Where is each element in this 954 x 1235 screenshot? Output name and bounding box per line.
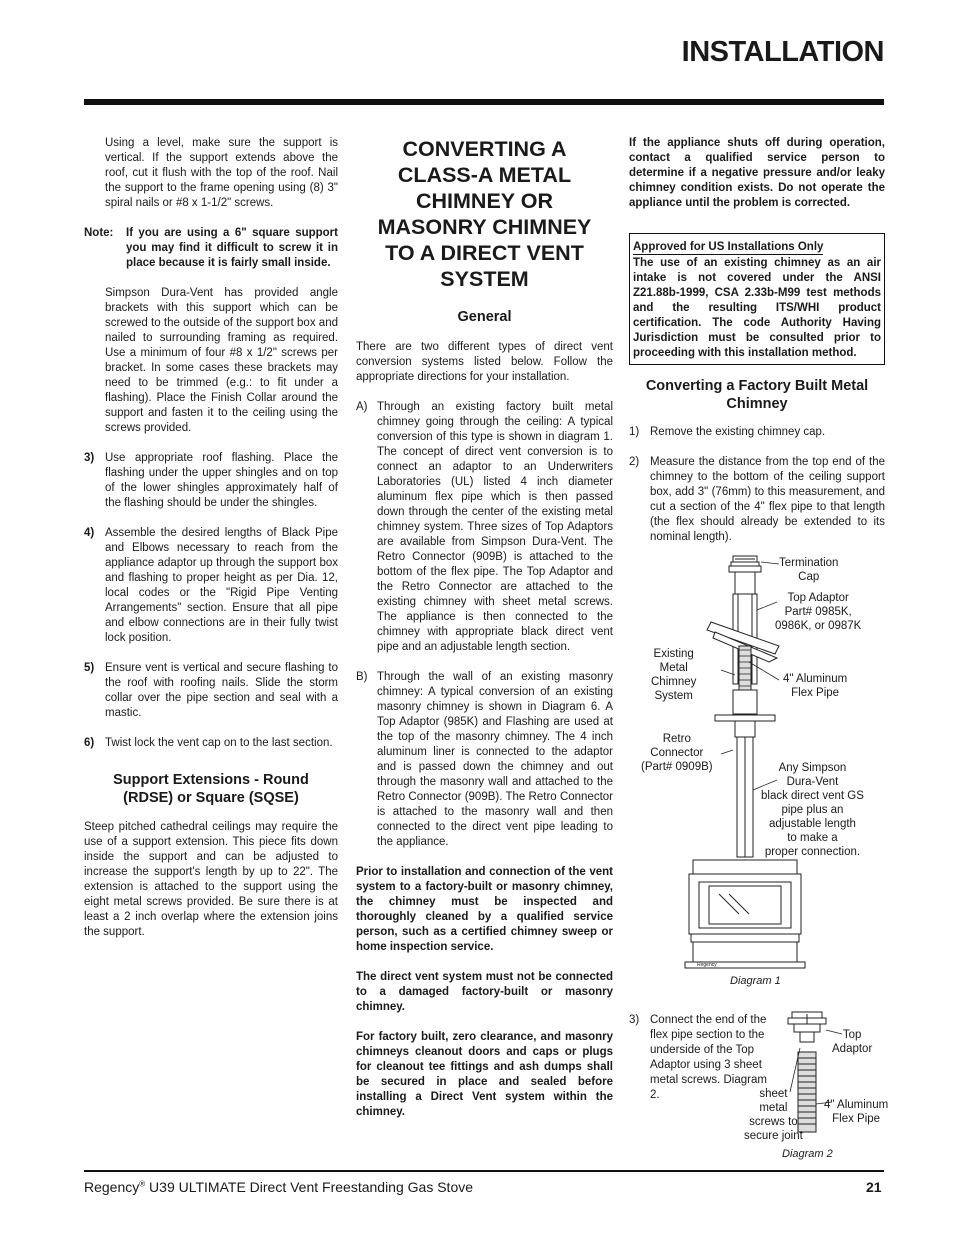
flex-pipe-label: 4" Aluminum Flex Pipe <box>783 673 848 699</box>
column-2 <box>356 136 613 1120</box>
note-text: If you are using a 6" square support you may find it difficult to screw it in place because it is fairly small inside. <box>126 227 338 269</box>
stove-brand-label: Regency <box>697 962 717 968</box>
diagram2-top-adaptor-label: Top Adaptor <box>832 1029 873 1055</box>
warning-shutoff: If the appliance shuts off during operation, contact a qualified service person to determine if a negative pressure and/or leaky chimney condition exists. Do not operate the appliance until the problem is corrected. <box>629 137 885 209</box>
approval-text: The use of an existing chimney as an air intake is not covered under the ANSI Z21.88b-1999, CSA 2.33b-M99 test methods and the resulting ITS/WHI product certification. The code Authority Having Jurisdiction must be consulted prior to proceeding with this installation method. <box>633 257 881 359</box>
column-3 <box>629 136 885 545</box>
diagram-1 <box>629 550 889 995</box>
column-1 <box>84 136 338 940</box>
list-item: 5) Ensure vent is vertical and secure flashing to the roof with roofing nails. Slide the storm collar over the pipe section and seal with a mastic. <box>84 662 338 719</box>
footer-brand: Regency <box>84 1179 140 1195</box>
support-heading: Support Extensions - Round (RDSE) or Square (SQSE) <box>113 772 309 806</box>
footer-product <box>84 1179 473 1195</box>
subsection-heading: Converting a Factory Built Metal Chimney <box>645 378 869 412</box>
section-heading: CONVERTING A CLASS-A METAL CHIMNEY OR MASONRY CHIMNEY TO A DIRECT VENT SYSTEM <box>377 137 592 291</box>
diagram-1-caption: Diagram 1 <box>730 975 781 987</box>
top-adaptor-label: Top Adaptor Part# 0985K, 0986K, or 0987K <box>775 592 862 632</box>
general-paragraph: There are two different types of direct vent conversion systems listed below. Follow the appropriate directions for your installation. <box>356 341 613 383</box>
diagram-2-caption: Diagram 2 <box>782 1148 833 1160</box>
simpson-paragraph: Simpson Dura-Vent has provided angle brackets with this support which can be screwed to the outside of the support box and nailed to surrounding framing as required. Use a minimum of four #8 x 1/2" screws per bracket. In some cases these brackets may need to be trimmed (e.g.: to fit under a flashing). Place the Finish Collar around the support and fasten it to the ceiling using the screws provided. <box>105 287 338 434</box>
footer-product-name: U39 ULTIMATE Direct Vent Freestanding Gas Stove <box>145 1179 474 1195</box>
approval-box <box>629 233 885 365</box>
list-item: 6) Twist lock the vent cap on to the last section. <box>84 737 333 749</box>
approval-heading: Approved for US Installations Only <box>633 241 824 253</box>
simpson-pipe-label: Any Simpson Dura-Vent black direct vent GS pipe plus an adjustable length to make a proper connection. <box>761 762 864 858</box>
list-item: 2) Measure the distance from the top end of the chimney to the bottom of the ceiling support box, add 3" (76mm) to this measurement, and cut a section of the 4" flex pipe to that length (the flex should already be extended to its nominal length). <box>629 456 885 543</box>
list-item: B) Through the wall of an existing masonry chimney: A typical conversion of an existing masonry chimney is shown in Diagram 6. A Top Adaptor (985K) and Flashing are used at the top of the masonry chimney. The 4 inch aluminum liner is connected to the adaptor and is passed down the chimney and out through the masonry wall and attached to the Retro Connector (909B). The Retro Connector is attached to the masonry wall and then connected to the direct vent pipe leading to the appliance. <box>356 671 613 848</box>
termination-cap-label: Termination Cap <box>779 557 839 583</box>
list-item: 1) Remove the existing chimney cap. <box>629 426 826 438</box>
diagram2-flex-label: 4" Aluminum Flex Pipe <box>824 1099 889 1125</box>
list-item: 3) Use appropriate roof flashing. Place the flashing under the upper shingles and on top of the lower shingles approximately half of the flashing should be under the shingles. <box>84 452 338 509</box>
diagram2-screws-label: sheet metal screws to secure joint <box>744 1088 803 1142</box>
page-title: INSTALLATION <box>681 36 884 68</box>
existing-chimney-label: Existing Metal Chimney System <box>651 648 697 702</box>
note-label: Note: <box>84 227 114 239</box>
list-item: A) Through an existing factory built metal chimney going through the ceiling: A typical conversion of this type is shown in diagram 1. The concept of direct vent conversion is to connect an adaptor to an Underwriters Laboratories (UL) listed 4 inch diameter aluminum flex pipe which is then passed down through the center of the existing metal chimney system. Three sizes of Top Adaptors are available from Simpson Dura-Vent. The Retro Connector (909B) is attached to the bottom of the flex pipe. The Top Adaptor and the Retro Connector are attached to the existing chimney with sheet metal screws. The appliance is then connected to the chimney with appropriate black direct vent pipe and an adjustable length section. <box>356 401 613 653</box>
footer-rule <box>84 1170 884 1172</box>
diagram-2 <box>742 1008 892 1164</box>
retro-connector-label: Retro Connector (Part# 0909B) <box>641 733 713 773</box>
warning-inspection: Prior to installation and connection of the vent system to a factory-built or masonry chimney, the chimney must be inspected and thoroughly cleaned by a qualified service person, such as a certified chimney sweep or home inspection service. <box>356 866 613 953</box>
note <box>84 226 338 271</box>
level-paragraph: Using a level, make sure the support is vertical. If the support extends above the roof, cut it flush with the top of the roof. Nail the support to the frame opening using (8) 3" spiral nails or #8 x 1-1/2" screws. <box>105 137 338 209</box>
registered-mark: ® <box>139 1179 146 1189</box>
warning-damaged: The direct vent system must not be connected to a damaged factory-built or masonry chimney. <box>356 971 613 1013</box>
general-heading: General <box>457 309 512 325</box>
warning-cleanout: For factory built, zero clearance, and masonry chimneys cleanout doors and caps or plugs for cleanout tee fittings and ash dumps shall be secured in place and sealed before installing a Direct Vent system within the chimney. <box>356 1031 613 1118</box>
list-item: 3) Connect the end of the flex pipe section to the underside of the Top Adaptor using 3 sheet metal screws. Diagram 2. <box>629 1014 767 1101</box>
list-item: 4) Assemble the desired lengths of Black Pipe and Elbows necessary to reach from the appliance adaptor up through the support box and flashing to proper height as per Dia. 12, local codes or the "Rigid Pipe Venting Arrangements" section. Ensure that all pipe and elbow connections are in their fully twist lock position. <box>84 527 338 644</box>
support-paragraph: Steep pitched cathedral ceilings may require the use of a support extension. This piece fits down inside the support and can be adjusted to increase the support's length by up to 22". The extension is attached to the support using the eight metal screws provided. Be sure there is at least a 2 inch overlap where the extension joins the support. <box>84 821 338 938</box>
header-rule <box>84 99 884 105</box>
page-number: 21 <box>866 1179 882 1195</box>
